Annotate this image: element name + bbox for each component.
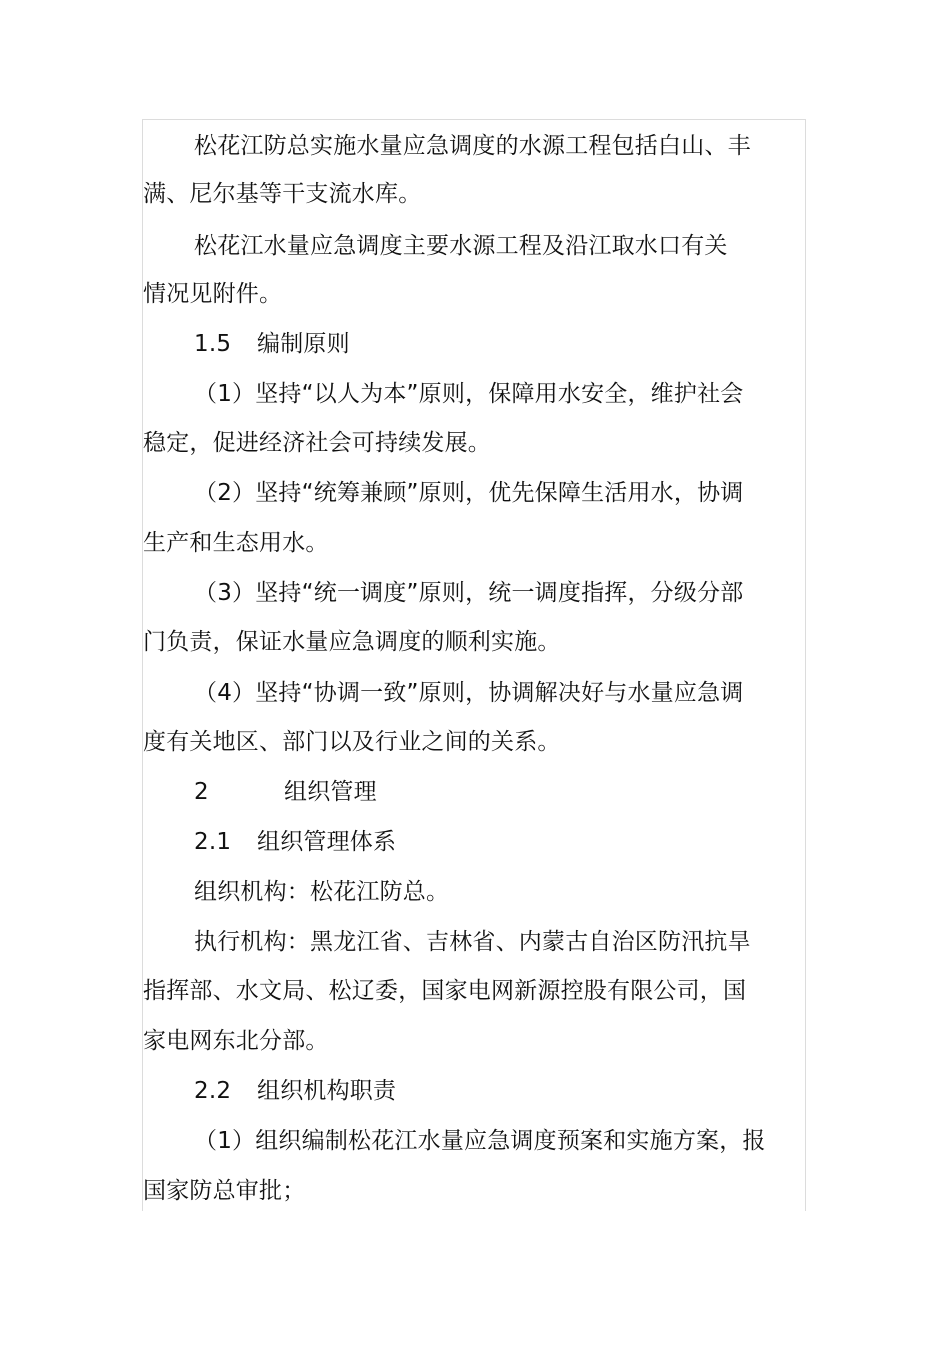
section-number: 2.1 bbox=[194, 829, 232, 855]
section-title: 组织管理 bbox=[284, 779, 377, 805]
paragraph-line: 指挥部、水文局、松辽委，国家电网新源控股有限公司，国 bbox=[143, 978, 747, 1004]
section-title: 组织机构职责 bbox=[257, 1078, 397, 1104]
document-page bbox=[142, 119, 806, 1211]
paragraph-line: 执行机构：黑龙江省、吉林省、内蒙古自治区防汛抗旱 bbox=[194, 929, 751, 955]
paragraph-line: （2）坚持“统筹兼顾”原则，优先保障生活用水，协调 bbox=[194, 480, 744, 506]
paragraph-line: 组织机构：松花江防总。 bbox=[194, 879, 450, 905]
section-title: 编制原则 bbox=[257, 331, 350, 357]
paragraph-line: 国家防总审批； bbox=[143, 1178, 306, 1204]
paragraph-line: （4）坚持“协调一致”原则，协调解决好与水量应急调 bbox=[194, 680, 744, 706]
section-number: 2.2 bbox=[194, 1078, 232, 1104]
paragraph-line: 家电网东北分部。 bbox=[143, 1028, 329, 1054]
paragraph-line: 稳定，促进经济社会可持续发展。 bbox=[143, 430, 491, 456]
paragraph-line: 门负责，保证水量应急调度的顺利实施。 bbox=[143, 629, 561, 655]
section-number: 1.5 bbox=[194, 331, 232, 357]
section-title: 组织管理体系 bbox=[257, 829, 397, 855]
paragraph-line: 松花江水量应急调度主要水源工程及沿江取水口有关 bbox=[194, 233, 728, 259]
paragraph-line: 满、尼尔基等干支流水库。 bbox=[143, 181, 422, 207]
section-number: 2 bbox=[194, 779, 209, 805]
section-heading bbox=[194, 330, 350, 358]
section-heading bbox=[194, 828, 396, 856]
paragraph-line: （3）坚持“统一调度”原则，统一调度指挥，分级分部 bbox=[194, 580, 744, 606]
section-heading bbox=[194, 778, 377, 806]
paragraph-line: 度有关地区、部门以及行业之间的关系。 bbox=[143, 729, 561, 755]
paragraph-line: 生产和生态用水。 bbox=[143, 530, 329, 556]
paragraph-line: （1）坚持“以人为本”原则，保障用水安全，维护社会 bbox=[194, 381, 744, 407]
section-heading bbox=[194, 1077, 396, 1105]
paragraph-line: （1）组织编制松花江水量应急调度预案和实施方案，报 bbox=[194, 1128, 766, 1154]
paragraph-line: 松花江防总实施水量应急调度的水源工程包括白山、丰 bbox=[194, 133, 751, 159]
paragraph-line: 情况见附件。 bbox=[143, 281, 283, 307]
